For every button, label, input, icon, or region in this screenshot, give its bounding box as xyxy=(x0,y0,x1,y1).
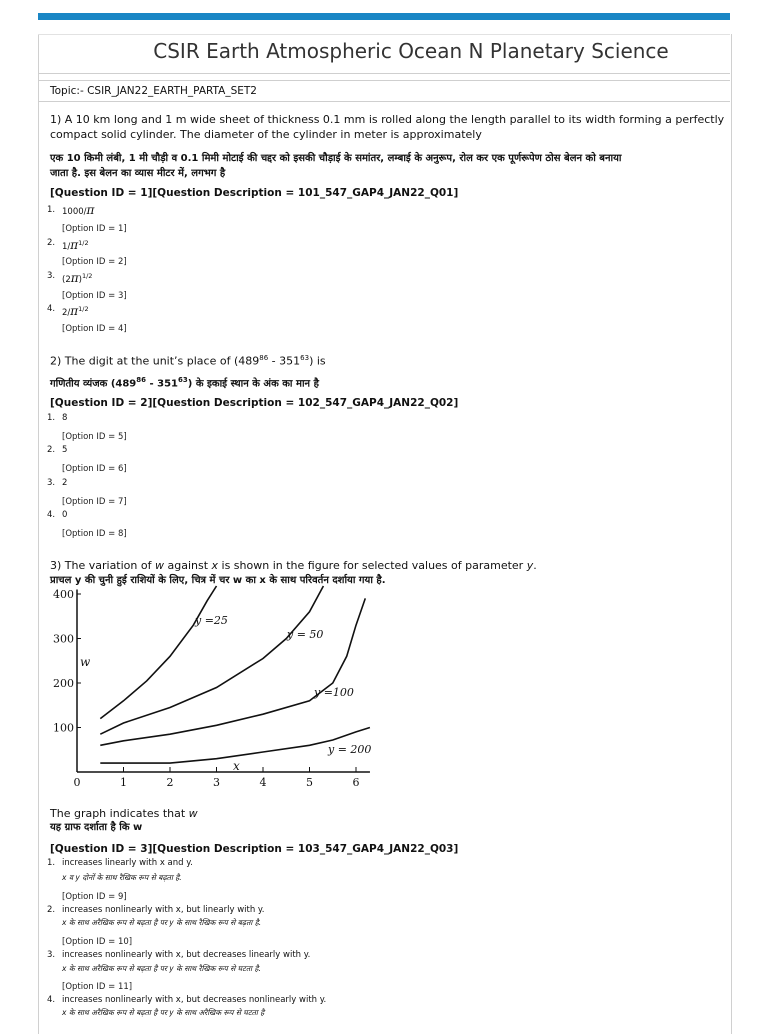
w-vs-x-chart xyxy=(50,588,380,794)
q3-hindi: प्राचल y की चुनी हुई राशियों के लिए, चित्र में चर w का x के साथ परिवर्तन दर्शाया गया है. xyxy=(50,575,386,586)
q2-option-4-id: [Option ID = 8] xyxy=(62,529,127,539)
x-tick-label-1: 1 xyxy=(120,776,127,789)
series-line-3 xyxy=(100,598,365,745)
q3-option-3-hindi: x के साथ अरैखिक रूप से बढ़ता है पर y के साथ रैखिक रूप से घटता है. xyxy=(62,964,261,973)
q2-option-4[interactable]: 0 xyxy=(62,510,68,520)
q2-text: 2) The digit at the unit’s place of $(489^{86} - 351^{63})$ is xyxy=(50,354,326,368)
q2-option-4-num: 4. xyxy=(47,510,56,520)
q1-option-2-num: 2. xyxy=(47,238,56,248)
q3-option-2-id: [Option ID = 10] xyxy=(62,937,133,947)
q2-option-3-num: 3. xyxy=(47,478,56,488)
q1-option-2-id: [Option ID = 2] xyxy=(62,257,127,267)
q2-option-1-num: 1. xyxy=(47,413,56,423)
q3-graph-indicates: The graph indicates that w xyxy=(50,807,198,820)
q3-text: 3) The variation of w against x is shown in the figure for selected values of parameter y. xyxy=(50,559,537,572)
q2-option-2-id: [Option ID = 6] xyxy=(62,464,127,474)
q1-option-1-num: 1. xyxy=(47,205,56,215)
x-tick-label-2: 2 xyxy=(166,776,174,789)
q2-option-3[interactable]: 2 xyxy=(62,478,68,488)
x-tick-label-4: 4 xyxy=(259,776,267,789)
q1-option-4-id: [Option ID = 4] xyxy=(62,324,127,334)
x-axis-label: x xyxy=(233,759,240,773)
q3-option-2[interactable]: increases nonlinearly with x, but linearly with y. xyxy=(62,905,265,915)
q2-id-line: [Question ID = 2][Question Description = 102_547_GAP4_JAN22_Q02] xyxy=(50,397,459,409)
series-label-3: y =100 xyxy=(314,686,354,699)
q1-id-line: [Question ID = 1][Question Description = 101_547_GAP4_JAN22_Q01] xyxy=(50,187,459,199)
q1-text-line2: compact solid cylinder. The diameter of the cylinder in meter is approximately xyxy=(50,128,482,141)
q3-option-3-id: [Option ID = 11] xyxy=(62,982,133,992)
q3-graph-indicates-hindi: यह ग्राफ दर्शाता है कि w xyxy=(50,822,143,833)
topic-label: Topic:- CSIR_JAN22_EARTH_PARTA_SET2 xyxy=(38,80,730,102)
q2-option-3-id: [Option ID = 7] xyxy=(62,497,127,507)
q3-option-4-num: 4. xyxy=(47,995,56,1005)
q3-option-1[interactable]: increases linearly with x and y. xyxy=(62,858,193,868)
q1-option-3-num: 3. xyxy=(47,271,56,281)
q1-option-1-id: [Option ID = 1] xyxy=(62,224,127,234)
q1-option-4[interactable]: $2/\pi^{1/2}$ xyxy=(62,303,89,318)
q1-text-line1: 1) A 10 km long and 1 m wide sheet of thickness 0.1 mm is rolled along the length parallel to its width forming a perfectly xyxy=(50,113,725,126)
q3-option-4[interactable]: increases nonlinearly with x, but decreases nonlinearly with y. xyxy=(62,995,327,1005)
page-title: CSIR Earth Atmospheric Ocean N Planetary Science xyxy=(38,34,730,74)
q3-option-2-num: 2. xyxy=(47,905,56,915)
q3-id-line: [Question ID = 3][Question Description = 103_547_GAP4_JAN22_Q03] xyxy=(50,843,459,855)
q1-option-3-id: [Option ID = 3] xyxy=(62,291,127,301)
q1-option-3[interactable]: $(2\pi)^{1/2}$ xyxy=(62,270,93,285)
series-label-4: y = 200 xyxy=(328,743,372,756)
q3-option-2-hindi: x के साथ अरैखिक रूप से बढ़ता है पर y के साथ रैखिक रूप से बढ़ता है. xyxy=(62,918,262,927)
series-line-2 xyxy=(100,586,323,734)
q2-hindi: गणितीय व्यंजक $(489^{86} - 351^{63})$ के इकाई स्थान के अंक का मान है xyxy=(50,376,319,390)
top-accent-bar xyxy=(38,13,730,20)
series-label-2: y = 50 xyxy=(287,628,324,641)
chart-series xyxy=(100,586,370,763)
x-tick-label-6: 6 xyxy=(352,776,360,789)
q3-option-3-num: 3. xyxy=(47,950,56,960)
q1-hindi-line2: जाता है. इस बेलन का व्यास मीटर में, लगभग है xyxy=(50,168,226,179)
q2-option-2[interactable]: 5 xyxy=(62,445,68,455)
q1-option-2[interactable]: $1/\pi^{1/2}$ xyxy=(62,237,89,252)
x-tick-label-0: 0 xyxy=(73,776,81,789)
y-tick-label-300: 300 xyxy=(53,632,74,646)
y-axis-label: w xyxy=(80,655,91,669)
q3-option-1-num: 1. xyxy=(47,858,56,868)
y-tick-label-100: 100 xyxy=(53,721,74,735)
q1-hindi-line1: एक 10 किमी लंबी, 1 मी चौड़ी व 0.1 मिमी मोटाई की चद्दर को इसकी चौड़ाई के समांतर, लम्बाई के अनुरूप, रोल कर एक पूर्णरूपेण ठोस बेलन को बनाया xyxy=(50,153,622,164)
q1-option-4-num: 4. xyxy=(47,304,56,314)
y-tick-label-200: 200 xyxy=(53,677,74,690)
chart-labels xyxy=(80,614,371,773)
series-label-1: y =25 xyxy=(195,614,228,627)
q2-option-2-num: 2. xyxy=(47,445,56,455)
y-tick-label-400: 400 xyxy=(53,588,74,601)
x-tick-label-5: 5 xyxy=(306,776,313,789)
series-line-1 xyxy=(100,586,216,719)
q3-option-3[interactable]: increases nonlinearly with x, but decreases linearly with y. xyxy=(62,950,311,960)
q2-option-1-id: [Option ID = 5] xyxy=(62,432,127,442)
q3-option-4-hindi: x के साथ अरैखिक रूप से बढ़ता है पर y के साथ अरैखिक रूप से घटता है xyxy=(62,1008,265,1017)
x-tick-label-3: 3 xyxy=(213,776,220,789)
q1-option-1[interactable]: 1000/π xyxy=(62,203,95,217)
q2-option-1[interactable]: 8 xyxy=(62,413,68,423)
q3-option-1-hindi: x व y दोनों के साथ रैखिक रूप से बढ़ता है. xyxy=(62,873,182,882)
q3-option-1-id: [Option ID = 9] xyxy=(62,892,127,902)
